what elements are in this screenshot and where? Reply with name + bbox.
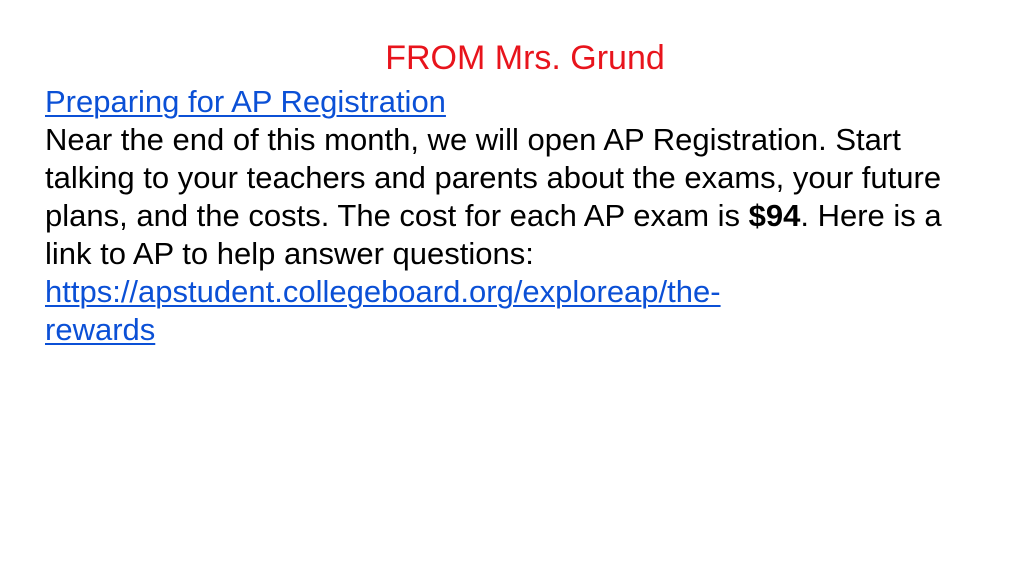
- slide-title: FROM Mrs. Grund: [385, 39, 665, 77]
- body-outro-text: . Here is a link to AP to help answer questions:: [45, 198, 942, 271]
- ap-registration-heading-link[interactable]: Preparing for AP Registration: [45, 84, 446, 119]
- body-intro-text: Near the end of this month, we will open AP Registration. Start talking to your teachers and parents about the exams, your future plans, and the costs. The cost for each AP exam is: [45, 122, 942, 233]
- body-paragraph: [45, 121, 995, 273]
- exam-price: $94: [748, 198, 801, 233]
- collegeboard-url-link[interactable]: [45, 273, 995, 349]
- url-line-2: rewards: [45, 312, 156, 347]
- slide-content: [45, 83, 995, 349]
- url-line-1: https://apstudent.collegeboard.org/exploreap/the-: [45, 274, 721, 309]
